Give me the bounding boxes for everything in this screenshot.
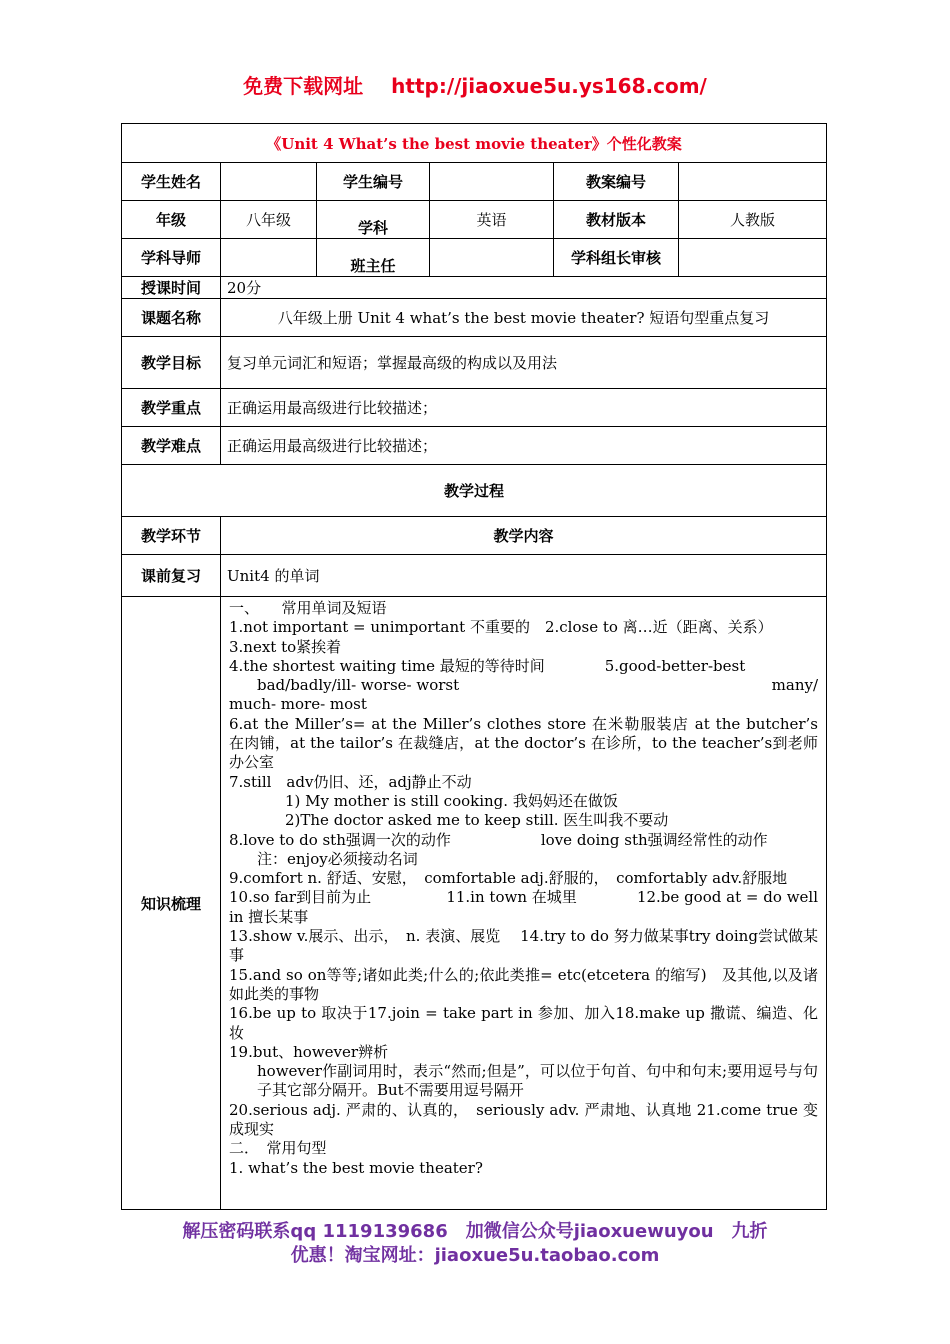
time-value: 20分: [221, 277, 827, 299]
subject-label: 学科: [317, 201, 430, 239]
grade-value: 八年级: [221, 201, 317, 239]
content-column-header: 教学内容: [221, 517, 827, 555]
tutor-value: [221, 239, 317, 277]
edition-label: 教材版本: [554, 201, 679, 239]
knowledge-line: 1. what’s the best movie theater?: [229, 1158, 483, 1177]
student-name-label: 学生姓名: [122, 163, 221, 201]
header-download-link[interactable]: [0, 70, 950, 99]
knowledge-line: much- more- most: [229, 695, 367, 714]
time-label: 授课时间: [122, 277, 221, 299]
knowledge-content: [221, 597, 827, 1210]
knowledge-line: 一、 常用单词及短语: [229, 599, 387, 617]
knowledge-line: 8.love to do sth强调一次的动作 love doing sth强调经常性的动作: [229, 830, 768, 849]
student-id-value: [430, 163, 554, 201]
review-value: Unit4 的单词: [221, 555, 827, 597]
student-name-value: [221, 163, 317, 201]
plan-id-label: 教案编号: [554, 163, 679, 201]
knowledge-line: 注：enjoy必须接动名词: [257, 849, 418, 868]
knowledge-line: many/: [771, 676, 819, 695]
knowledge-line: 20.serious adj. 严肃的、认真的， seriously adv. 严肃地、认真地 21.come true 变成现实: [229, 1100, 819, 1139]
footer-line-1: 解压密码联系qq 1119139686 加微信公众号jiaoxuewuyou 九折: [182, 1221, 768, 1242]
knowledge-label: 知识梳理: [122, 597, 221, 1210]
student-id-label: 学生编号: [317, 163, 430, 201]
knowledge-line: 9.comfort n. 舒适、安慰， comfortable adj.舒服的， comfortably adv.舒服地: [229, 869, 788, 888]
grade-label: 年级: [122, 201, 221, 239]
topic-label: 课题名称: [122, 299, 221, 337]
knowledge-line: 3.next to紧挨着: [229, 637, 342, 656]
header-url[interactable]: http://jiaoxue5u.ys168.com/: [391, 74, 707, 98]
edition-value: 人教版: [679, 201, 827, 239]
plan-id-value: [679, 163, 827, 201]
stage-column-header: 教学环节: [122, 517, 221, 555]
difficulty-label: 教学难点: [122, 427, 221, 465]
goal-label: 教学目标: [122, 337, 221, 389]
knowledge-line: 4.the shortest waiting time 最短的等待时间 5.good-better-best: [229, 656, 746, 675]
knowledge-line: 二． 常用句型: [229, 1139, 327, 1158]
knowledge-line: 13.show v.展示、出示， n. 表演、展览 14.try to do 努力做某事try doing尝试做某事: [229, 927, 819, 965]
knowledge-line: 10.so far到目前为止 11.in town 在城里 12.be good at = do well in 擅长某事: [229, 888, 819, 926]
subject-value: 英语: [430, 201, 554, 239]
key-point-label: 教学重点: [122, 389, 221, 427]
footer-promo: [0, 1220, 950, 1268]
knowledge-line-pair: [229, 676, 818, 695]
knowledge-line: 6.at the Miller’s= at the Miller’s clothes store 在米勒服装店 at the butcher’s 在肉铺，at the tailor’s 在裁缝店，at the doctor’s 在诊所，to the teacher’s到老师办公室: [229, 714, 819, 772]
knowledge-line: however作副词用时，表示“然而;但是”，可以位于句首、句中和句末;要用逗号与句子其它部分隔开。But不需要用逗号隔开: [257, 1062, 819, 1100]
topic-value: 八年级上册 Unit 4 what’s the best movie theater? 短语句型重点复习: [221, 299, 827, 337]
difficulty-value: 正确运用最高级进行比较描述；: [221, 427, 827, 465]
knowledge-line: 15.and so on等等;诸如此类;什么的;依此类推= etc(etcetera 的缩写) 及其他,以及诸如此类的事物: [229, 965, 819, 1003]
knowledge-line: 16.be up to 取决于17.join = take part in 参加、加入18.make up 撒谎、编造、化妆: [229, 1004, 819, 1042]
reviewer-value: [679, 239, 827, 277]
reviewer-label: 学科组长审核: [554, 239, 679, 277]
lesson-plan-table: [121, 123, 827, 1210]
review-label: 课前复习: [122, 555, 221, 597]
head-teacher-value: [430, 239, 554, 277]
knowledge-line: bad/badly/ill- worse- worst: [257, 676, 460, 695]
footer-line-2[interactable]: 优惠！淘宝网址：jiaoxue5u.taobao.com: [290, 1245, 660, 1266]
header-label: 免费下载网址: [243, 74, 364, 98]
goal-value: 复习单元词汇和短语；掌握最高级的构成以及用法: [221, 337, 827, 389]
knowledge-line: 2)The doctor asked me to keep still. 医生叫我不要动: [285, 811, 669, 830]
document-title: 《Unit 4 What’s the best movie theater》个性化教案: [122, 124, 827, 163]
key-point-value: 正确运用最高级进行比较描述；: [221, 389, 827, 427]
knowledge-line: 1) My mother is still cooking. 我妈妈还在做饭: [285, 791, 618, 810]
process-heading: 教学过程: [122, 465, 827, 517]
knowledge-line: 1.not important = unimportant 不重要的 2.close to 离…近（距离、关系）: [229, 618, 773, 637]
head-teacher-label: 班主任: [317, 239, 430, 277]
tutor-label: 学科导师: [122, 239, 221, 277]
knowledge-line: 7.still adv仍旧、还，adj静止不动: [229, 772, 472, 791]
knowledge-line: 19.but、however辨析: [229, 1042, 389, 1061]
